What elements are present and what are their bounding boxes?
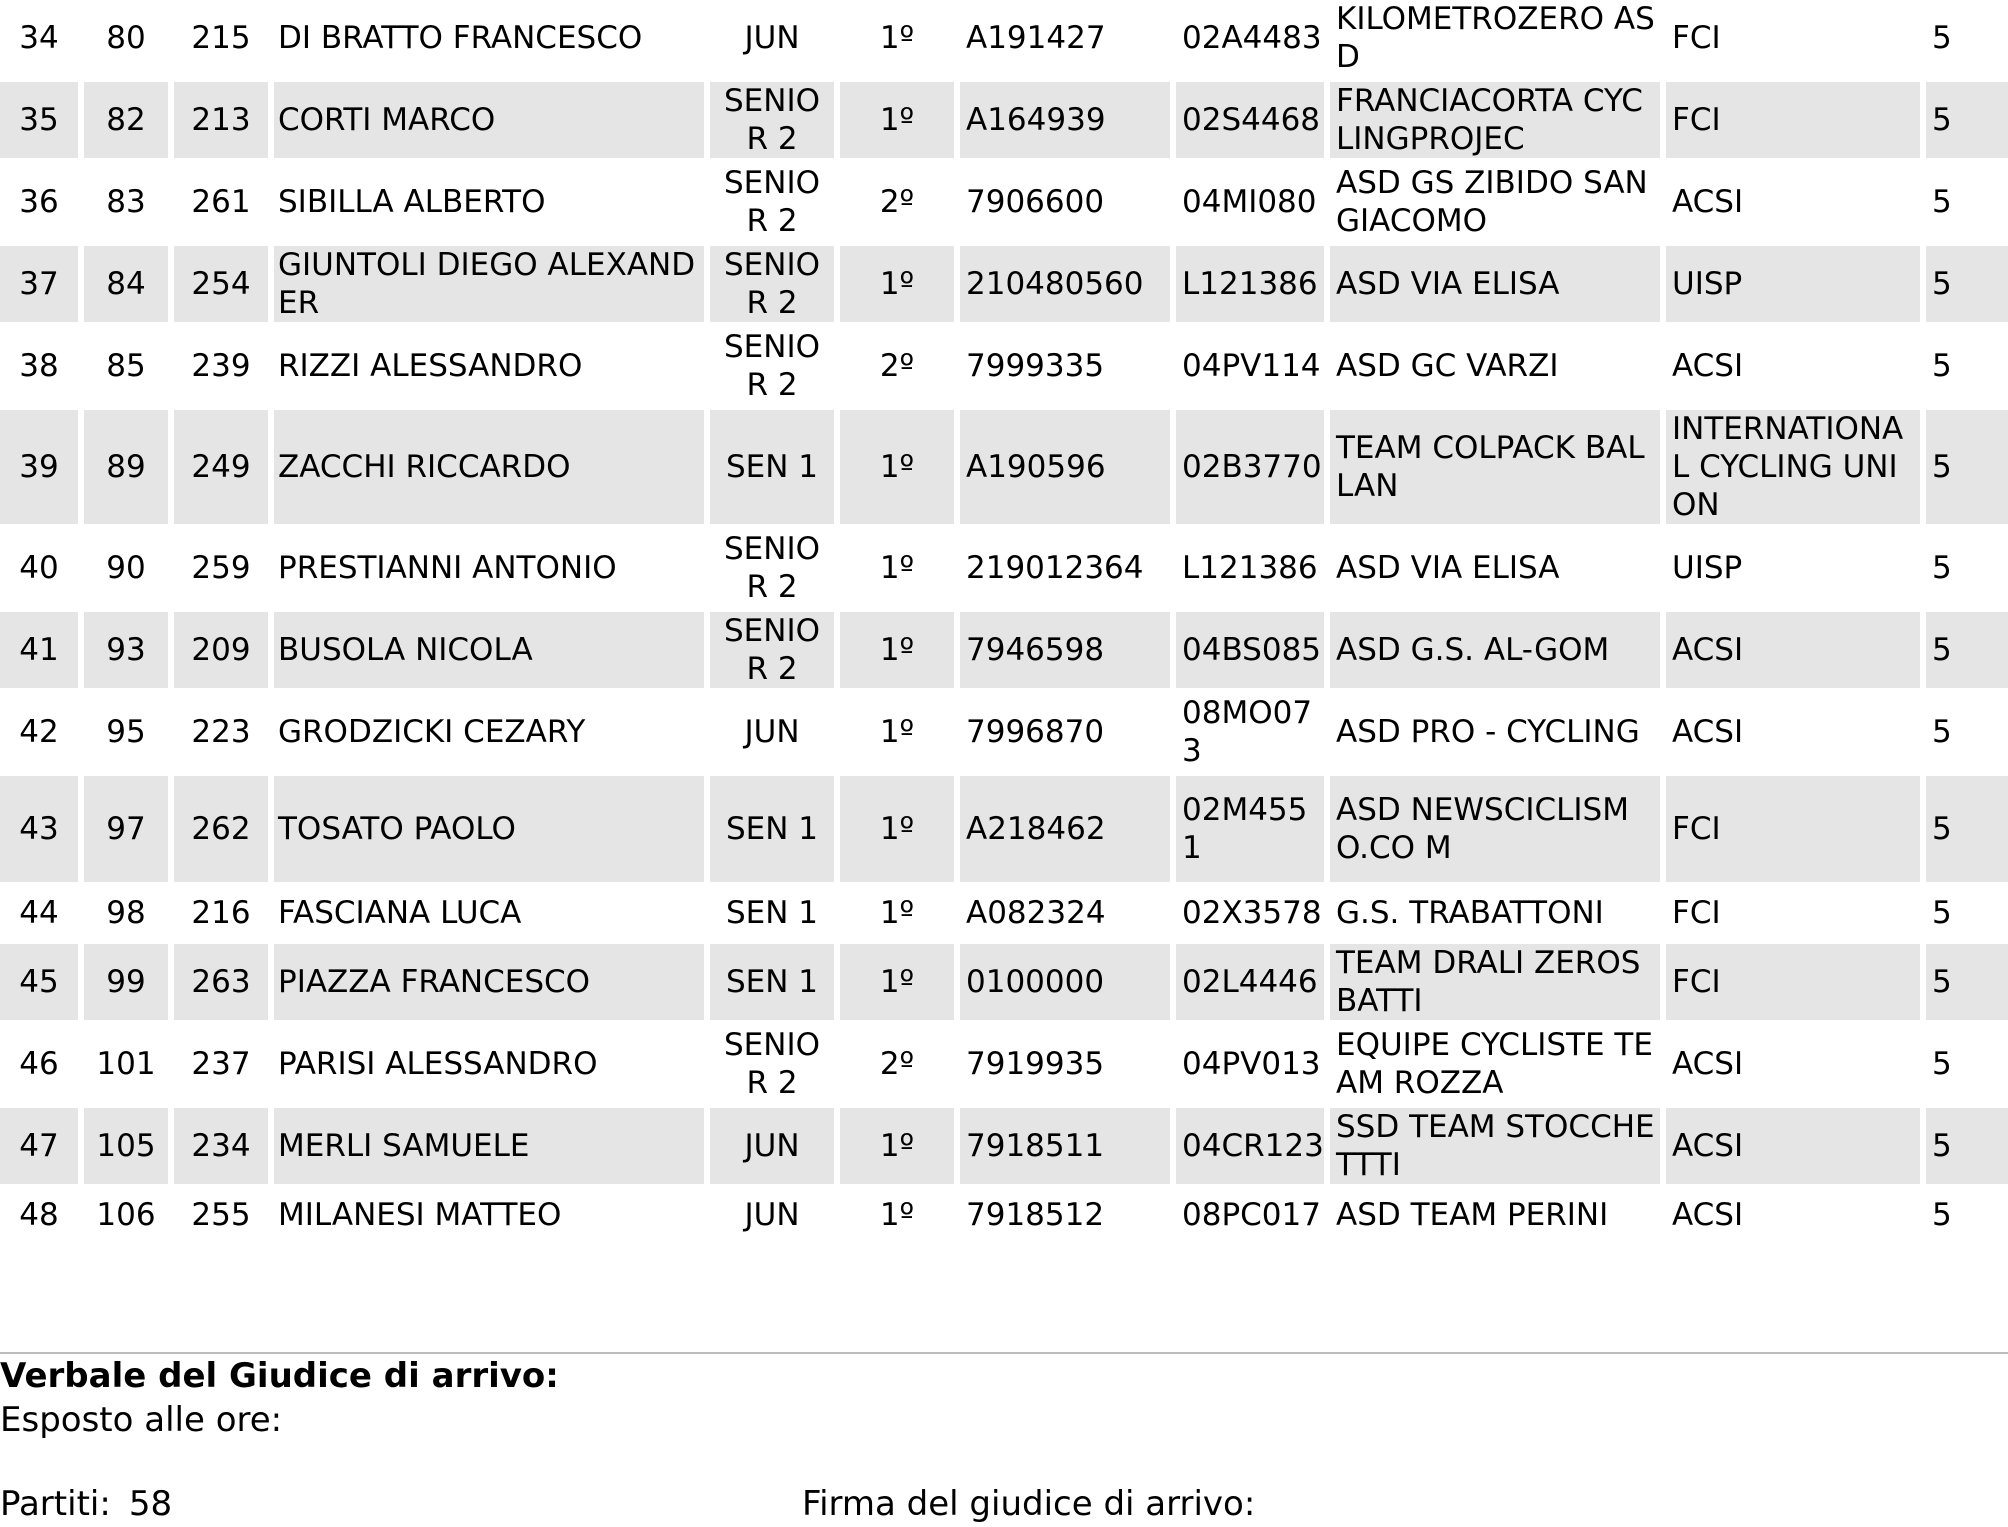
cell-name: MERLI SAMUELE	[274, 1108, 704, 1184]
table-row	[0, 776, 2008, 882]
cell-ente: FCI	[1672, 895, 1721, 931]
cell-name: TOSATO PAOLO	[274, 776, 704, 882]
cell-ord: 2º	[879, 184, 915, 220]
cell-card: 210480560	[960, 246, 1170, 322]
cell-card: A082324	[966, 895, 1106, 931]
cell-cat: JUN	[744, 20, 800, 56]
cell-team: SSD TEAM STOCCHETTTI	[1330, 1108, 1660, 1184]
footer-divider	[0, 1352, 2008, 1354]
esposto-label: Esposto alle ore:	[0, 1400, 283, 1440]
cell-bib: 209	[174, 612, 268, 688]
cell-card: 0100000	[960, 944, 1170, 1020]
table-row	[0, 1026, 2008, 1102]
cell-cat: SENIO R 2	[710, 246, 834, 322]
cell-pts: 5	[1926, 612, 2008, 688]
cell-ord: 2º	[879, 1046, 915, 1082]
cell-ente: FCI	[1666, 82, 1920, 158]
cell-pts: 5	[1926, 944, 2008, 1020]
cell-cat: SENIO R 2	[724, 1027, 820, 1101]
cell-pos: 41	[0, 612, 78, 688]
cell-pts: 5	[1932, 20, 1952, 56]
cell-pts: 5	[1926, 776, 2008, 882]
cell-team: ASD G.S. AL-GOM	[1330, 612, 1660, 688]
cell-bib: 237	[191, 1046, 251, 1082]
cell-team: ASD VIA ELISA	[1336, 550, 1560, 586]
cell-cat: SENIO R 2	[724, 165, 820, 239]
partiti-label: Partiti:	[0, 1484, 111, 1524]
cell-name: PIAZZA FRANCESCO	[274, 944, 704, 1020]
cell-code: L121386	[1176, 246, 1324, 322]
cell-pos: 34	[19, 20, 59, 56]
cell-ord: 1º	[879, 895, 915, 931]
cell-name: PARISI ALESSANDRO	[278, 1046, 598, 1082]
cell-num: 89	[84, 410, 168, 524]
cell-pos: 46	[19, 1046, 59, 1082]
cell-num: 105	[84, 1108, 168, 1184]
firma-label: Firma del giudice di arrivo:	[802, 1484, 1256, 1524]
table-row	[0, 888, 2008, 938]
cell-code: 02B3770	[1176, 410, 1324, 524]
cell-cat: SENIO R 2	[710, 612, 834, 688]
cell-num: 99	[84, 944, 168, 1020]
cell-card: A218462	[960, 776, 1170, 882]
cell-pos: 35	[0, 82, 78, 158]
cell-bib: 262	[174, 776, 268, 882]
cell-cat: SEN 1	[725, 895, 819, 931]
cell-code: 02L4446	[1176, 944, 1324, 1020]
cell-pos: 44	[19, 895, 59, 931]
partiti-value: 58	[128, 1484, 173, 1524]
cell-code: 02X3578	[1182, 895, 1322, 931]
cell-code: 08PC017	[1182, 1197, 1321, 1233]
table-row	[0, 82, 2008, 158]
cell-team: ASD NEWSCICLISMO.CO M	[1330, 776, 1660, 882]
cell-code: 02S4468	[1176, 82, 1324, 158]
cell-ord: 1º	[840, 246, 954, 322]
cell-pos: 38	[19, 348, 59, 384]
cell-bib: 215	[191, 20, 251, 56]
cell-team: ASD GS ZIBIDO SAN GIACOMO	[1336, 165, 1648, 239]
cell-num: 98	[106, 895, 146, 931]
cell-code: 02M455 1	[1176, 776, 1324, 882]
table-row	[0, 944, 2008, 1020]
table-row	[0, 530, 2008, 606]
cell-pos: 39	[0, 410, 78, 524]
cell-card: 7996870	[966, 714, 1105, 750]
cell-team: FRANCIACORTA CYCLINGPROJEC	[1330, 82, 1660, 158]
cell-code: 02A4483	[1182, 20, 1322, 56]
cell-ente: ACSI	[1666, 1108, 1920, 1184]
table-row	[0, 1190, 2008, 1240]
cell-pts: 5	[1932, 184, 1952, 220]
cell-code: 04PV114	[1182, 348, 1321, 384]
cell-code: L121386	[1182, 550, 1318, 586]
cell-num: 101	[96, 1046, 156, 1082]
cell-card: 7946598	[960, 612, 1170, 688]
cell-num: 85	[106, 348, 146, 384]
cell-num: 84	[84, 246, 168, 322]
cell-name: SIBILLA ALBERTO	[278, 184, 546, 220]
cell-team: TEAM DRALI ZEROSBATTI	[1330, 944, 1660, 1020]
cell-bib: 239	[191, 348, 251, 384]
cell-num: 82	[84, 82, 168, 158]
cell-bib: 234	[174, 1108, 268, 1184]
cell-pos: 40	[19, 550, 59, 586]
cell-num: 90	[106, 550, 146, 586]
cell-cat: SEN 1	[710, 410, 834, 524]
cell-ord: 1º	[840, 944, 954, 1020]
cell-team: ASD GC VARZI	[1336, 348, 1559, 384]
cell-pts: 5	[1926, 82, 2008, 158]
cell-num: 97	[84, 776, 168, 882]
cell-ente: UISP	[1672, 550, 1743, 586]
cell-pts: 5	[1932, 895, 1952, 931]
cell-bib: 259	[191, 550, 251, 586]
cell-cat: SENIO R 2	[724, 329, 820, 403]
cell-cat: JUN	[710, 1108, 834, 1184]
cell-pts: 5	[1932, 1197, 1952, 1233]
cell-ente: FCI	[1672, 20, 1721, 56]
cell-pos: 37	[0, 246, 78, 322]
cell-name: DI BRATTO FRANCESCO	[278, 20, 643, 56]
cell-pos: 36	[19, 184, 59, 220]
cell-pts: 5	[1926, 246, 2008, 322]
cell-pos: 47	[0, 1108, 78, 1184]
cell-name: FASCIANA LUCA	[278, 895, 522, 931]
cell-ente: FCI	[1666, 776, 1920, 882]
cell-pts: 5	[1926, 410, 2008, 524]
cell-ord: 1º	[840, 776, 954, 882]
cell-code: 04PV013	[1182, 1046, 1321, 1082]
cell-ord: 1º	[879, 550, 915, 586]
cell-code: 04MI080	[1182, 184, 1317, 220]
cell-code: 08MO07 3	[1182, 695, 1313, 769]
cell-pos: 42	[19, 714, 59, 750]
cell-ord: 1º	[840, 410, 954, 524]
cell-bib: 223	[191, 714, 251, 750]
cell-name: MILANESI MATTEO	[278, 1197, 562, 1233]
cell-card: 7919935	[966, 1046, 1105, 1082]
cell-pts: 5	[1926, 1108, 2008, 1184]
table-row	[0, 328, 2008, 404]
cell-bib: 254	[174, 246, 268, 322]
table-row	[0, 246, 2008, 322]
cell-ente: ACSI	[1672, 1197, 1744, 1233]
cell-ord: 1º	[840, 612, 954, 688]
cell-team: G.S. TRABATTONI	[1336, 895, 1604, 931]
table-row	[0, 0, 2008, 76]
cell-ord: 1º	[879, 1197, 915, 1233]
cell-pts: 5	[1932, 1046, 1952, 1082]
cell-code: 04BS085	[1176, 612, 1324, 688]
cell-cat: SENIO R 2	[724, 531, 820, 605]
cell-pos: 45	[0, 944, 78, 1020]
cell-cat: SEN 1	[710, 776, 834, 882]
cell-ente: ACSI	[1672, 348, 1744, 384]
cell-name: PRESTIANNI ANTONIO	[278, 550, 617, 586]
cell-ente: FCI	[1666, 944, 1920, 1020]
cell-name: GIUNTOLI DIEGO ALEXANDER	[274, 246, 704, 322]
cell-num: 106	[96, 1197, 156, 1233]
cell-pts: 5	[1932, 714, 1952, 750]
cell-ente: INTERNATIONA L CYCLING UNION	[1666, 410, 1920, 524]
cell-card: 7918511	[960, 1108, 1170, 1184]
cell-team: ASD TEAM PERINI	[1336, 1197, 1609, 1233]
cell-bib: 263	[174, 944, 268, 1020]
cell-num: 95	[106, 714, 146, 750]
cell-num: 93	[84, 612, 168, 688]
cell-pos: 48	[19, 1197, 59, 1233]
cell-pts: 5	[1932, 348, 1952, 384]
cell-bib: 216	[191, 895, 251, 931]
cell-num: 80	[106, 20, 146, 56]
cell-ente: ACSI	[1672, 184, 1744, 220]
cell-name: BUSOLA NICOLA	[274, 612, 704, 688]
cell-name: RIZZI ALESSANDRO	[278, 348, 583, 384]
cell-card: A191427	[966, 20, 1106, 56]
cell-card: A164939	[960, 82, 1170, 158]
cell-code: 04CR123	[1176, 1108, 1324, 1184]
cell-cat: JUN	[744, 714, 800, 750]
cell-card: 7999335	[966, 348, 1105, 384]
table-row	[0, 410, 2008, 524]
verbale-heading: Verbale del Giudice di arrivo:	[0, 1356, 559, 1396]
cell-ord: 1º	[840, 82, 954, 158]
cell-team: ASD PRO - CYCLING	[1336, 714, 1640, 750]
cell-ente: ACSI	[1666, 612, 1920, 688]
cell-team: KILOMETROZERO ASD	[1336, 1, 1655, 75]
cell-cat: SEN 1	[710, 944, 834, 1020]
table-row	[0, 694, 2008, 770]
cell-card: 7918512	[966, 1197, 1105, 1233]
cell-cat: JUN	[744, 1197, 800, 1233]
cell-ord: 2º	[879, 348, 915, 384]
cell-ord: 1º	[879, 714, 915, 750]
cell-bib: 249	[174, 410, 268, 524]
cell-name: CORTI MARCO	[274, 82, 704, 158]
table-row	[0, 1108, 2008, 1184]
cell-ord: 1º	[879, 20, 915, 56]
cell-ente: ACSI	[1672, 1046, 1744, 1082]
cell-name: ZACCHI RICCARDO	[274, 410, 704, 524]
cell-bib: 261	[191, 184, 251, 220]
partiti-line	[0, 1484, 172, 1524]
cell-team: TEAM COLPACK BALLAN	[1330, 410, 1660, 524]
cell-bib: 255	[191, 1197, 251, 1233]
cell-team: EQUIPE CYCLISTE TEAM ROZZA	[1336, 1027, 1653, 1101]
cell-num: 83	[106, 184, 146, 220]
cell-team: ASD VIA ELISA	[1330, 246, 1660, 322]
cell-ente: UISP	[1666, 246, 1920, 322]
cell-card: A190596	[960, 410, 1170, 524]
cell-cat: SENIO R 2	[710, 82, 834, 158]
cell-card: 7906600	[966, 184, 1105, 220]
cell-name: GRODZICKI CEZARY	[278, 714, 586, 750]
cell-card: 219012364	[966, 550, 1144, 586]
table-row	[0, 612, 2008, 688]
cell-ente: ACSI	[1672, 714, 1744, 750]
cell-ord: 1º	[840, 1108, 954, 1184]
cell-bib: 213	[174, 82, 268, 158]
table-row	[0, 164, 2008, 240]
cell-pos: 43	[0, 776, 78, 882]
cell-pts: 5	[1932, 550, 1952, 586]
